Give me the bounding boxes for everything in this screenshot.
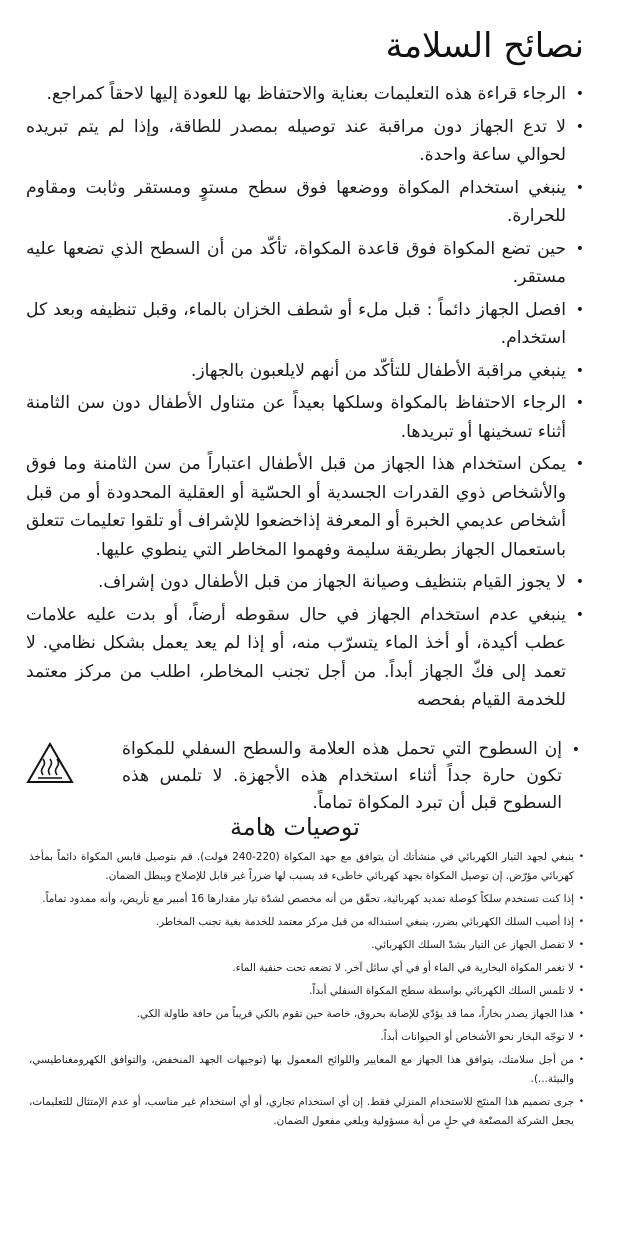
safety-tip: • ينبغي عدم استخدام الجهاز في حال سقوطه أرضاً، أو بدت عليه علامات عطب أكيدة، أو أخذ الماء يتسرّب منه، أو إذا لم يعد يعمل بشكل نظامي. لا تعمد إلى فكّ الجهاز أبداً. من أجل تجنب المخاطر، اطلب من مركز معتمد للخدمة القيام بفحصه [26,601,586,715]
recommendations-list [29,848,584,1135]
safety-tip: • حين تضع المكواة فوق قاعدة المكواة، تأكّد من أن السطح الذي تضعها عليه مستقر. [26,235,586,292]
recommendation-item: • لا تلمس السلك الكهربائي بواسطة سطح المكواة السفلي أبداً. [29,982,584,1001]
recommendation-item: • إذا أصيب السلك الكهربائي بضرر، ينبغي استبداله من قبل مركز معتمد للخدمة بغية تجنب المخاطر. [29,913,584,932]
safety-tip: • لا يجوز القيام بتنظيف وصيانة الجهاز من قبل الأطفال دون إشراف. [26,568,586,597]
bullet: • [571,742,580,758]
hot-surface-icon [26,742,74,784]
safety-tip: • ينبغي استخدام المكواة ووضعها فوق سطح مستوٍ ومستقر وثابت ومقاوم للحرارة. [26,174,586,231]
recommendation-item: • هذا الجهاز يصدر بخاراً، مما قد يؤدّي للإصابة بحروق، خاصة حين تقوم بالكي قريباً من حافة طاولة الكي. [29,1005,584,1024]
safety-tip: • ينبغي مراقبة الأطفال للتأكّد من أنهم لايلعبون بالجهاز. [26,357,586,386]
recommendation-item: • ينبغي لجهد التيار الكهربائي في منشأتك أن يتوافق مع جهد المكواة (220-240 فولت). قم بتوصيل قابس المكواة دائماً بمأخذ كهربائي مؤرّض. إن توصيل المكواة بجهد كهربائي خاطىء قد يسبب لها ضرراً غير قابل للإصلاح ويبطل الضمان. [29,848,584,886]
safety-tip: • الرجاء الاحتفاظ بالمكواة وسلكها بعيداً عن متناول الأطفال دون سن الثامنة أثناء تسخينها أو تبريدها. [26,389,586,446]
recommendation-item: • لا تفصل الجهاز عن التيار بشدّ السلك الكهربائي. [29,936,584,955]
safety-tip: • افصل الجهاز دائماً : قبل ملء أو شطف الخزان بالماء، وقبل تنظيفه وبعد كل استخدام. [26,296,586,353]
recommendation-item: • لا توجّه البخار نحو الأشخاص أو الحيوانات أبداً. [29,1028,584,1047]
page-title: نصائح السلامة [385,26,584,66]
hot-surface-warning-text: إن السطوح التي تحمل هذه العلامة والسطح السفلي للمكواة تكون حارة جداً أثناء استخدام هذه الأجهزة. لا تلمس هذه السطوح قبل أن تبرد المكواة تماماً. [122,739,562,813]
recommendation-item: • لا تغمر المكواة البخارية في الماء أو في أي سائل آخر. لا تضعه تحت حنفية الماء. [29,959,584,978]
safety-tip: • يمكن استخدام هذا الجهاز من قبل الأطفال اعتباراً من سن الثامنة وما فوق والأشخاص ذوي القدرات الجسدية أو الحسّية أو العقلية المحدودة أو من قبل أشخاص عديمي الخبرة أو المعرفة إذاخضعوا للإشراف أو تلقوا تعليمات تتعلق باستعمال الجهاز بطريقة سليمة وفهموا المخاطر التي ينطوي عليها. [26,450,586,564]
safety-tip: • لا تدع الجهاز دون مراقبة عند توصيله بمصدر للطاقة، وإذا لم يتم تبريده لحوالي ساعة واحدة. [26,113,586,170]
recommendation-item: • إذا كنت تستخدم سلكاً كوصلة تمديد كهربائية، تحقّق من أنه مخصص لشدّة تيار مقدارها 16 أمبير مع تأريض، وأنه ممدود تماماً. [29,890,584,909]
section-subtitle: توصيات هامة [230,813,360,841]
safety-tips-list [26,80,586,719]
safety-tip: • الرجاء قراءة هذه التعليمات بعناية والاحتفاظ بها للعودة إليها لاحقاً كمراجع. [26,80,586,109]
hot-surface-warning [26,736,586,816]
recommendation-item: • جرى تصميم هذا المنتَج للاستخدام المنزلي فقط. إن أي استخدام تجاري، أو أي استخدام غير مناسب، أو عدم الإمتثال للتعليمات، يجعل الشركة المصنّعة في حلٍ من أية مسؤولية ويلغي مفعول الضمان. [29,1093,584,1131]
recommendation-item: • من أجل سلامتك، يتوافق هذا الجهاز مع المعايير واللوائح المعمول بها (توجيهات الجهد المنخفض، والتوافق الكهرومغناطيسي، والبيئة...). [29,1051,584,1089]
